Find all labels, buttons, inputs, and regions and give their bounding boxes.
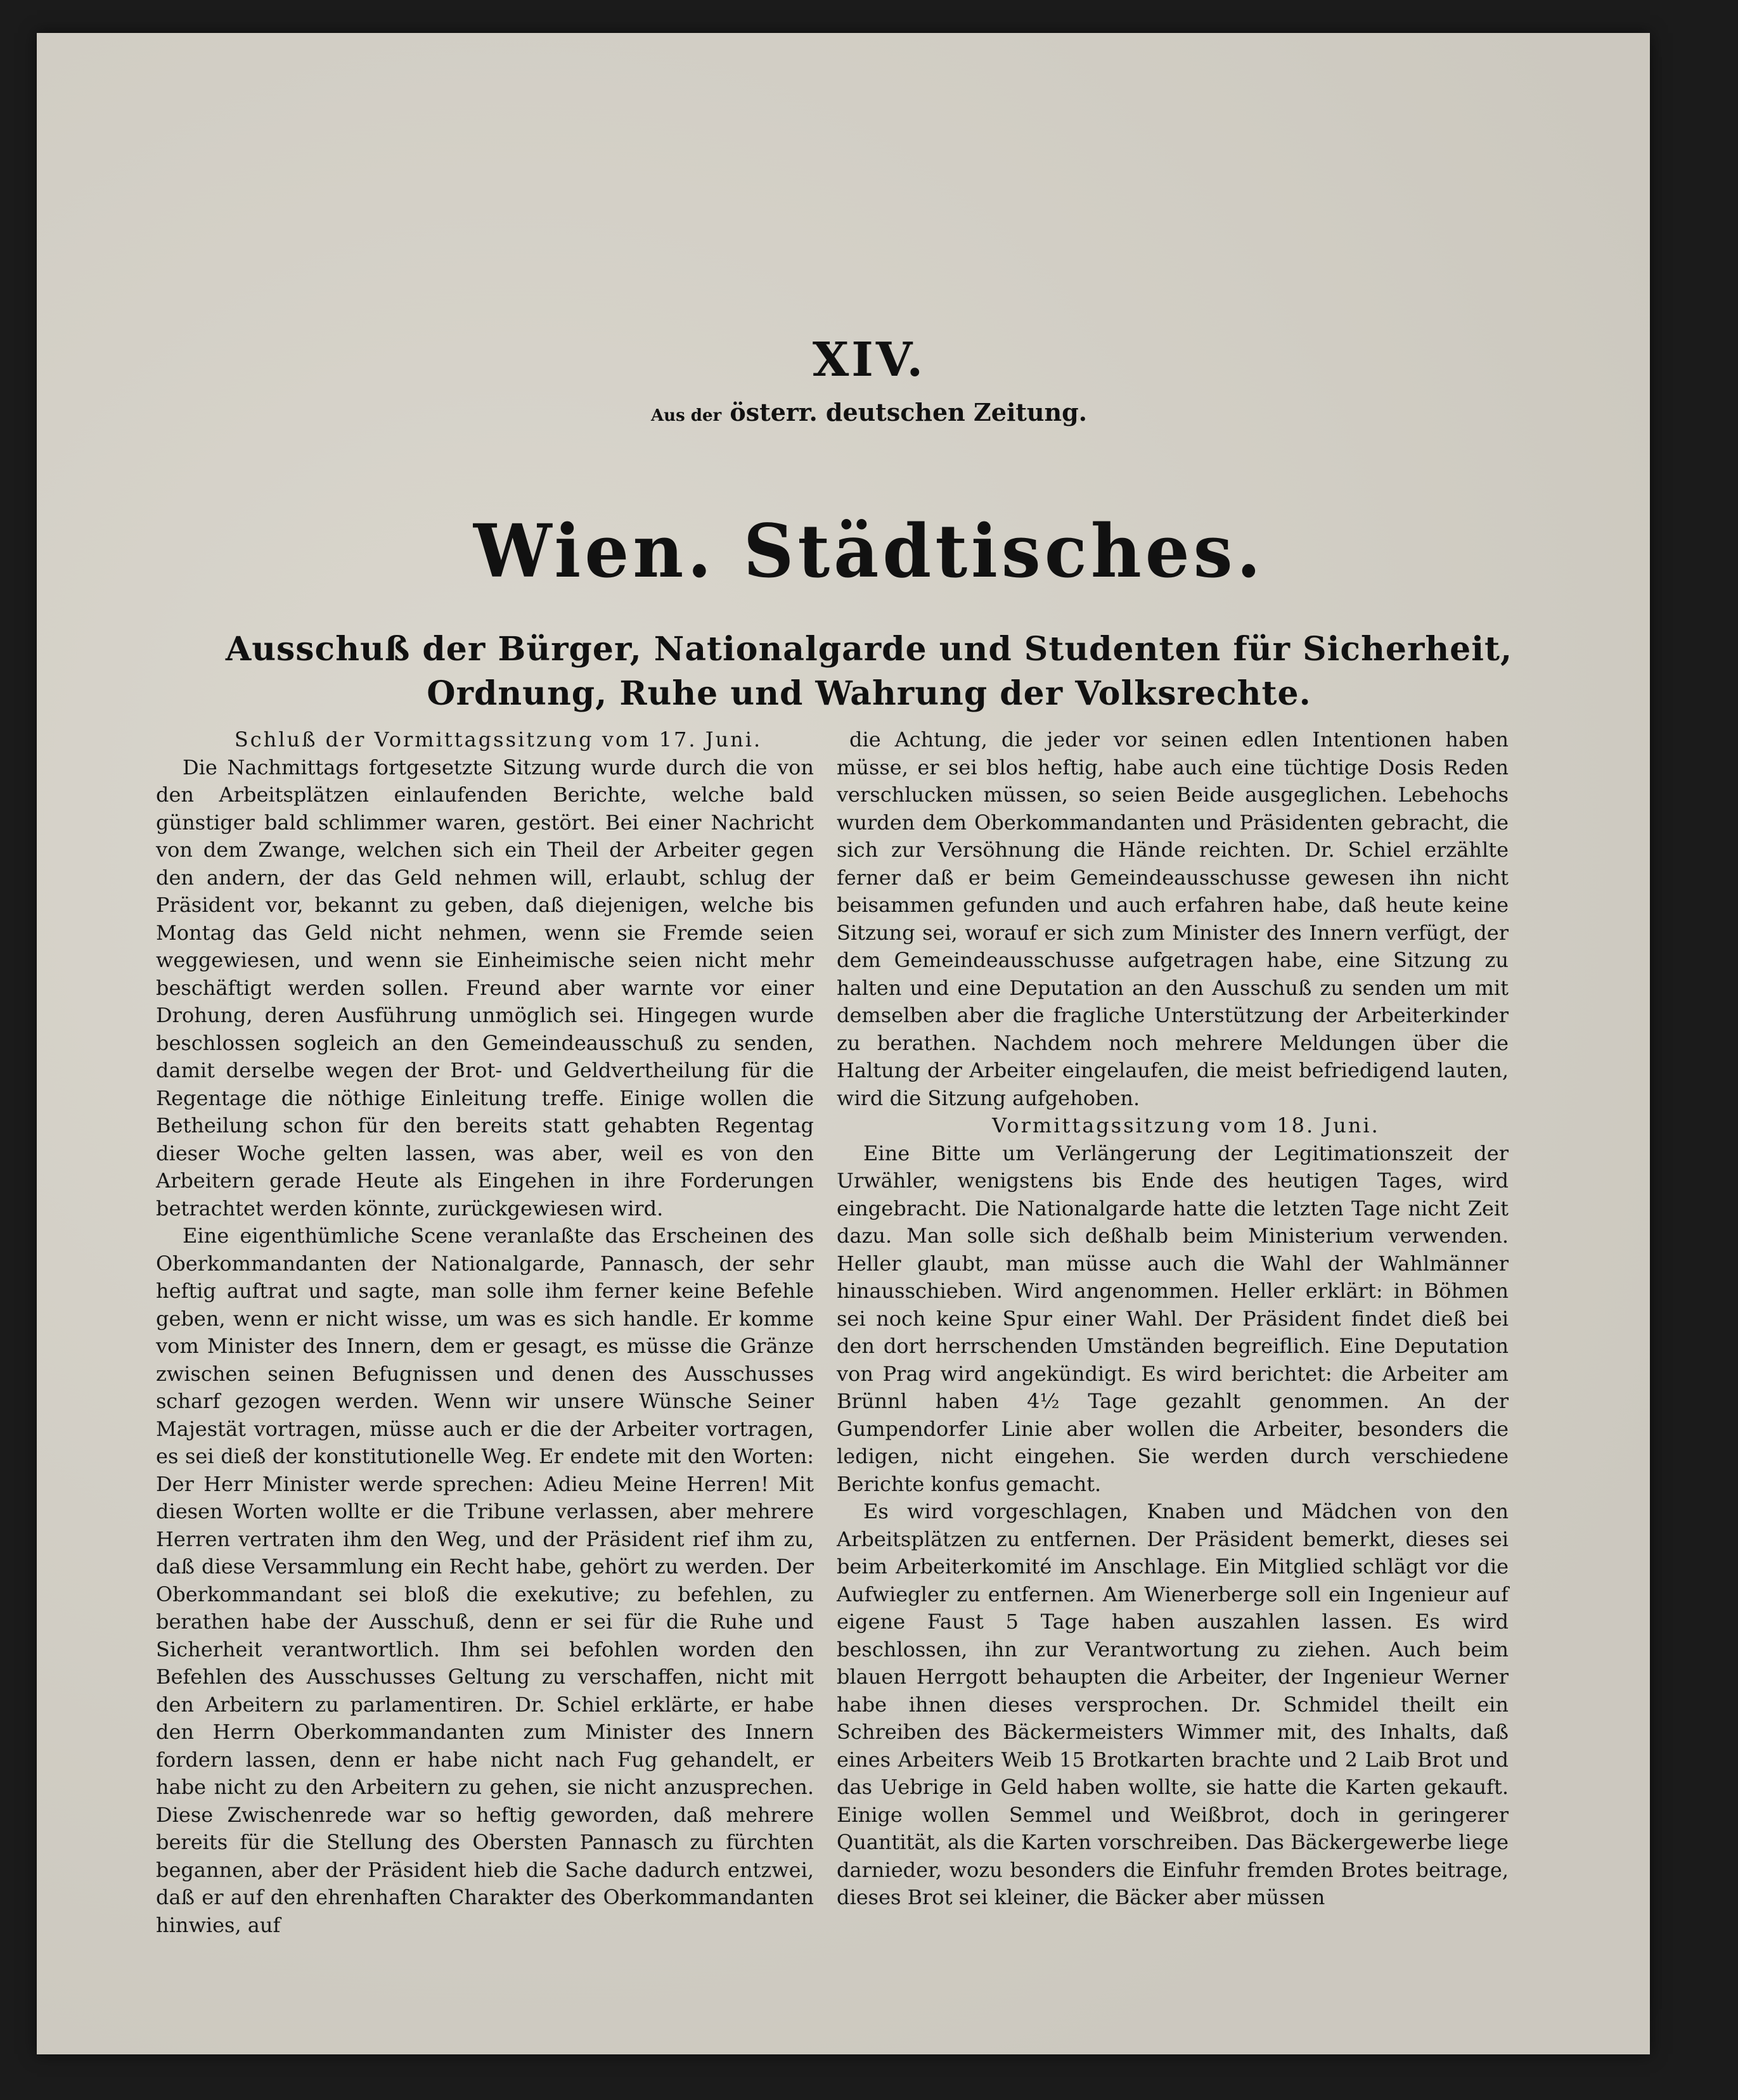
right-column bbox=[837, 726, 1509, 1912]
left-column bbox=[156, 726, 814, 1939]
paragraph: Eine eigenthümliche Scene veranlaßte das Erscheinen des Oberkommandanten der Nationalgarde, Pannasch, der sehr heftig auftrat und sagte, man solle ihm ferner keine Befehle geben, wenn er nicht wisse, um was es sich handle. Er komme vom Minister des Innern, dem er gesagt, es müsse die Gränze zwischen seinen Befugnissen und denen des Ausschusses scharf gezogen werden. Wenn wir unsere Wünsche Seiner Majestät vortragen, müsse auch er die der Arbeiter vortragen, es sei dieß der konstitutionelle Weg. Er endete mit den Worten: Der Herr Minister werde sprechen: Adieu Meine Herren! Mit diesen Worten wollte er die Tribune verlassen, aber mehrere Herren vertraten ihm den Weg, und der Präsident rief ihm zu, daß diese Versammlung ein Recht habe, gehört zu werden. Der Oberkommandant sei bloß die exekutive; zu befehlen, zu berathen habe der Ausschuß, denn er sei für die Ruhe und Sicherheit verantwortlich. Ihm sei befohlen worden den Befehlen des Ausschusses Geltung zu verschaffen, nicht mit den Arbeitern zu parlamentiren. Dr. Schiel erklärte, er habe den Herrn Oberkommandanten zum Minister des Innern fordern lassen, denn er habe nicht nach Fug gehandelt, er habe nicht zu den Arbeitern zu gehen, sie nicht anzusprechen. Diese Zwischenrede war so heftig geworden, daß mehrere bereits für die Stellung des Obersten Pannasch zu fürchten begannen, aber der Präsident hieb die Sache dadurch entzwei, daß er auf den ehrenhaften Charakter des Oberkommandanten hinwies, auf bbox=[156, 1224, 814, 1937]
paragraph-continued: die Achtung, die jeder vor seinen edlen Intentionen haben müsse, er sei blos heftig, habe auch eine tüchtige Dosis Reden verschlucken müssen, so seien Beide ausgeglichen. Lebehochs wurden dem Oberkommandanten und Präsidenten gebracht, die sich zur Versöhnung die Hände reichten. Dr. Schiel erzählte ferner daß er beim Gemeindeausschusse gewesen ihn nicht beisammen gefunden und auch erfahren habe, daß heute keine Sitzung sei, worauf er sich zum Minister des Innern verfügt, der dem Gemeindeausschusse aufgetragen habe, eine Sitzung zu halten und eine Deputation an den Ausschuß zu senden um mit demselben aber die fragliche Unterstützung der Arbeiterkinder zu berathen. Nachdem noch mehrere Meldungen über die Haltung der Arbeiter eingelaufen, die meist befriedigend lauten, wird die Sitzung aufgehoben. bbox=[837, 727, 1509, 1110]
paragraph: Es wird vorgeschlagen, Knaben und Mädchen von den Arbeitsplätzen zu entfernen. Der Präsident bemerkt, dieses sei beim Arbeiterkomité im Anschlage. Ein Mitglied schlägt vor die Aufwiegler zu entfernen. Am Wienerberge soll ein Ingenieur auf eigene Faust 5 Tage haben auszahlen lassen. Es wird beschlossen, ihn zur Verantwortung zu ziehen. Auch beim blauen Herrgott behaupten die Arbeiter, der Ingenieur Werner habe ihnen dieses versprochen. Dr. Schmidel theilt ein Schreiben des Bäckermeisters Wimmer mit, des Inhalts, daß eines Arbeiters Weib 15 Brotkarten brachte und 2 Laib Brot und das Uebrige in Geld haben wollte, sie hatte die Karten gekauft. Einige wollen Semmel und Weißbrot, doch in geringerer Quantität, als die Karten vorschreiben. Das Bäckergewerbe liege darnieder, wozu besonders die Einfuhr fremden Brotes beitrage, dieses Brot sei kleiner, die Bäcker aber müssen bbox=[837, 1499, 1509, 1909]
paragraph: Die Nachmittags fortgesetzte Sitzung wurde durch die von den Arbeitsplätzen einlaufenden Berichte, welche bald günstiger bald schlimmer waren, gestört. Bei einer Nachricht von dem Zwange, welchen sich ein Theil der Arbeiter gegen den andern, der das Geld nehmen will, erlaubt, schlug der Präsident vor, bekannt zu geben, daß diejenigen, welche bis Montag das Geld nicht nehmen, wenn sie Fremde seien weggewiesen, und wenn sie Einheimische seien nicht mehr beschäftigt werden sollen. Freund aber warnte vor einer Drohung, deren Ausführung unmöglich sei. Hingegen wurde beschlossen sogleich an den Gemeindeausschuß zu senden, damit derselbe wegen der Brot- und Geldvertheilung für die Regentage die nöthige Einleitung treffe. Einige wollen die Betheilung schon für den bereits statt gehabten Regentag dieser Woche gelten lassen, was aber, weil es von den Arbeitern gerade Heute als Eingehen in ihre Forderungen betrachtet werden könnte, zurückgewiesen wird. bbox=[156, 755, 814, 1220]
session-heading-17-june: Schluß der Vormittagssitzung vom 17. Juni. bbox=[234, 727, 763, 752]
source-prefix: Aus der bbox=[651, 406, 722, 425]
subheadline-line-1: Ausschuß der Bürger, Nationalgarde und Studenten für Sicherheit, bbox=[225, 630, 1513, 669]
source-name: österr. deutschen Zeitung. bbox=[730, 398, 1087, 426]
subheadline-line-2: Ordnung, Ruhe und Wahrung der Volksrechte. bbox=[427, 674, 1311, 713]
headline: Wien. Städtisches. bbox=[473, 508, 1265, 594]
paragraph: Eine Bitte um Verlängerung der Legitimationszeit der Urwähler, wenigstens bis Ende des heutigen Tages, wird eingebracht. Die Nationalgarde hatte die letzten Tage nicht Zeit dazu. Man solle sich deßhalb beim Ministerium verwenden. Heller glaubt, man müsse auch die Wahl der Wahlmänner hinausschieben. Wird angenommen. Heller erklärt: in Böhmen sei noch keine Spur einer Wahl. Der Präsident findet dieß bei den dort herrschenden Umständen begreiflich. Eine Deputation von Prag wird angekündigt. Es wird berichtet: die Arbeiter am Brünnl haben 4½ Tage gezahlt genommen. An der Gumpendorfer Linie aber wollen die Arbeiter, besonders die ledigen, nicht eingehen. Sie werden durch verschiedene Berichte konfus gemacht. bbox=[837, 1141, 1509, 1496]
source-line bbox=[0, 398, 1738, 426]
document-number: XIV. bbox=[812, 333, 926, 387]
session-heading-18-june: Vormittagssitzung vom 18. Juni. bbox=[992, 1113, 1380, 1137]
